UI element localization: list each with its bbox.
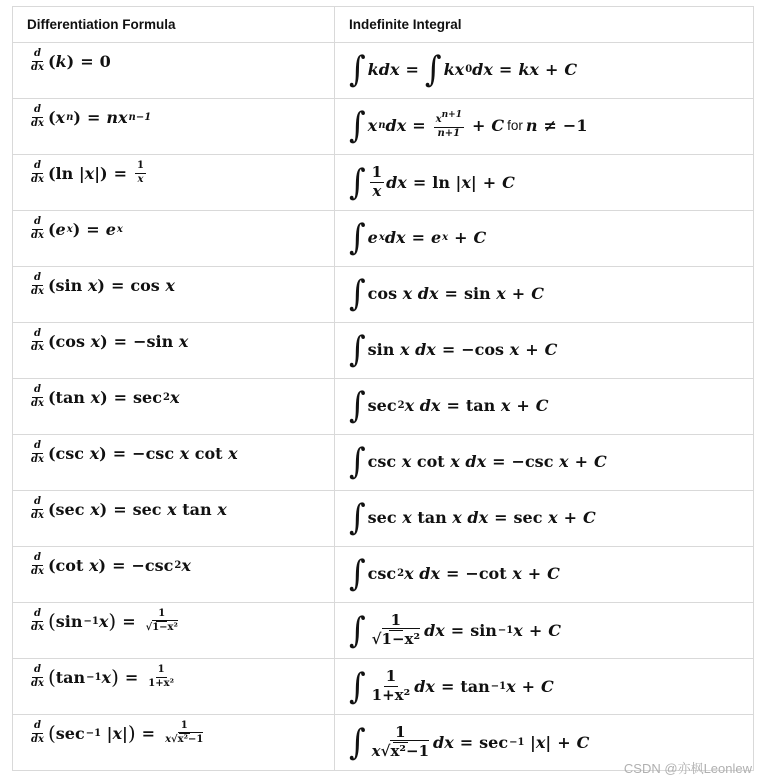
integral-cell: ∫ sec 2 x dx = tan x + C — [335, 379, 754, 435]
integral-cell: ∫ $\frac{1}{x}$ dx = ln | x | + C — [335, 155, 754, 211]
table-row — [13, 43, 754, 99]
integral-cell: ∫ $\frac{1}{\text{1+x²}}$ dx = tan −1 x + C — [335, 659, 754, 715]
table-row — [13, 99, 754, 155]
table-row — [13, 491, 754, 547]
derivative-cell: $\frac{d}{dx}$ ( sin x ) = cos x — [13, 267, 335, 323]
derivative-cell: $\frac{d}{dx}$ ( x n ) = n x n−1 — [13, 99, 335, 155]
watermark: CSDN @亦枫Leonlew — [623, 761, 752, 776]
formula-table — [12, 6, 754, 771]
derivative-cell: $\frac{d}{dx}$ ( k ) = 0 — [13, 43, 335, 99]
derivative-cell: $\frac{d}{dx}$ ( sec x ) = sec x tan x — [13, 491, 335, 547]
integral-cell: ∫ cos x dx = sin x + C — [335, 267, 754, 323]
table-row — [13, 603, 754, 659]
table-row — [13, 379, 754, 435]
table-row — [13, 267, 754, 323]
integral-cell: ∫ x n dx = $\frac{xn+1}{n+1}$ + C for n ≠ −1 — [335, 99, 754, 155]
derivative-cell: $\frac{d}{dx}$ ( tan −1 x ) = $\frac{1}{\text{1+x²}}$ — [13, 659, 335, 715]
table-row — [13, 435, 754, 491]
derivative-cell: $\frac{d}{dx}$ ( sin −1 x ) = $\frac{1}{\text{√1−x²}}$ — [13, 603, 335, 659]
integral-cell: ∫ $\frac{1}{\text{x√x²−1}}$ dx = sec −1 | x | + C — [335, 715, 754, 771]
derivative-cell: $\frac{d}{dx}$ ( cos x ) = − sin x — [13, 323, 335, 379]
derivative-cell: $\frac{d}{dx}$ ( e x ) = e x — [13, 211, 335, 267]
table-row — [13, 323, 754, 379]
integral-cell: ∫ sin x dx = − cos x + C — [335, 323, 754, 379]
integral-cell: ∫ csc 2 x dx = − cot x + C — [335, 547, 754, 603]
table-row — [13, 211, 754, 267]
integral-cell: ∫ $\frac{1}{\text{√1−x²}}$ dx = sin −1 x + C — [335, 603, 754, 659]
header-integral: Indefinite Integral — [335, 7, 754, 43]
integral-cell: ∫ kdx = ∫ k x 0 dx = k x + C — [335, 43, 754, 99]
header-differentiation: Differentiation Formula — [13, 7, 335, 43]
derivative-cell: $\frac{d}{dx}$ ( tan x ) = sec 2 x — [13, 379, 335, 435]
header-row — [13, 7, 754, 43]
integral-cell: ∫ csc x cot x dx = − csc x + C — [335, 435, 754, 491]
integral-cell: ∫ e x dx = e x + C — [335, 211, 754, 267]
derivative-cell: $\frac{d}{dx}$ ( ln | x | ) = $\frac{1}{x}$ — [13, 155, 335, 211]
table-row — [13, 155, 754, 211]
table-row — [13, 547, 754, 603]
derivative-cell: $\frac{d}{dx}$ ( csc x ) = − csc x cot x — [13, 435, 335, 491]
integral-cell: ∫ sec x tan x dx = sec x + C — [335, 491, 754, 547]
derivative-cell: $\frac{d}{dx}$ ( sec −1 | x | ) = $\frac{1}{\text{x√x²−1}}$ — [13, 715, 335, 771]
derivative-cell: $\frac{d}{dx}$ ( cot x ) = − csc 2 x — [13, 547, 335, 603]
table-row — [13, 659, 754, 715]
